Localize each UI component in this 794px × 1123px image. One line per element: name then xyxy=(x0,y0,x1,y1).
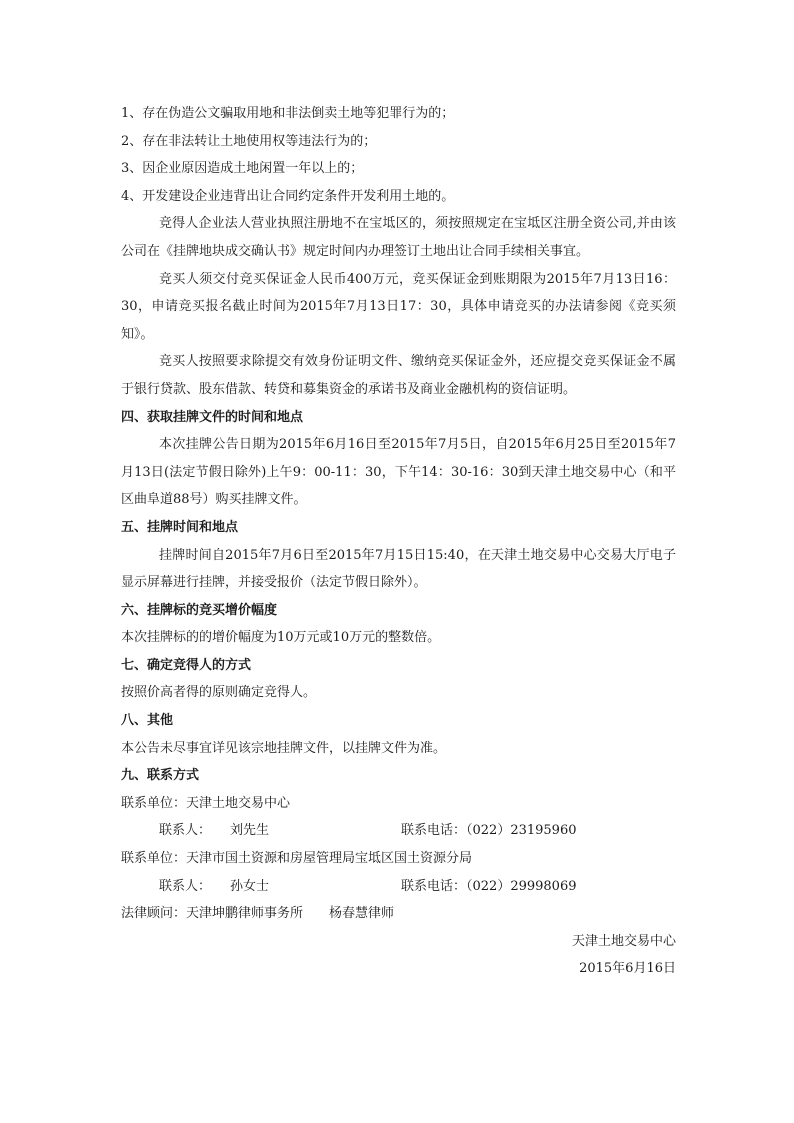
section-8-body: 本公告未尽事宜详见该宗地挂牌文件，以挂牌文件为准。 xyxy=(121,740,447,756)
contact-name: 刘先生 xyxy=(230,823,270,839)
contact-row-1 xyxy=(121,817,676,845)
section-5-heading: 五、挂牌时间和地点 xyxy=(121,519,239,535)
registration-paragraph: 竞得人企业法人营业执照注册地不在宝坻区的，须按照规定在宝坻区注册全资公司,并由该公司在《挂牌地块成交确认书》规定时间内办理签订土地出让合同手续相关事宜。 xyxy=(121,216,676,259)
signature-date: 2015年6月16日 xyxy=(579,961,676,977)
list-item: 2、存在非法转让土地使用权等违法行为的； xyxy=(121,133,377,149)
contact-unit-1: 联系单位：天津土地交易中心 xyxy=(121,795,291,811)
section-7-heading: 七、确定竞得人的方式 xyxy=(121,657,252,673)
list-item: 3、因企业原因造成土地闲置一年以上的； xyxy=(121,161,364,177)
deposit-paragraph: 竞买人须交付竞买保证金人民币400万元，竞买保证金到账期限为2015年7月13日16：30，申请竞买报名截止时间为2015年7月13日17：30，具体申请竞买的办法请参阅《竞买须知》。 xyxy=(121,271,676,342)
credit-paragraph: 竞买人按照要求除提交有效身份证明文件、缴纳竞买保证金外，还应提交竞买保证金不属于银行贷款、股东借款、转贷和募集资金的承诺书及商业金融机构的资信证明。 xyxy=(121,354,676,397)
contact-label: 联系人： xyxy=(159,878,212,894)
announcement-body xyxy=(121,100,676,983)
section-6-heading: 六、挂牌标的竞买增价幅度 xyxy=(121,602,278,618)
contact-name: 孙女士 xyxy=(230,878,270,894)
legal-advisor: 法律顾问：天津坤鹏律师事务所 杨春慧律师 xyxy=(121,906,395,922)
section-5-body: 挂牌时间自2015年7月6日至2015年7月15日15:40，在天津土地交易中心交易大厅电子显示屏幕进行挂牌，并接受报价（法定节假日除外）。 xyxy=(121,547,676,591)
section-7-body: 按照价高者得的原则确定竞得人。 xyxy=(121,685,317,701)
section-4-body: 本次挂牌公告日期为2015年6月16日至2015年7月5日，自2015年6月25日至2015年7月13日(法定节假日除外)上午9：00-11：30，下午14：30-16：30到天津土地交易中心（和平区曲阜道88号）购买挂牌文件。 xyxy=(121,437,676,508)
section-4-heading: 四、获取挂牌文件的时间和地点 xyxy=(121,409,304,425)
section-8-heading: 八、其他 xyxy=(121,713,174,729)
section-9-heading: 九、联系方式 xyxy=(121,768,200,784)
contact-phone: 联系电话：（022）23195960 xyxy=(401,823,577,839)
contact-row-2 xyxy=(121,873,676,901)
contact-label: 联系人： xyxy=(159,823,212,839)
section-6-body: 本次挂牌标的的增价幅度为10万元或10万元的整数倍。 xyxy=(121,630,441,646)
list-item: 4、开发建设企业违背出让合同约定条件开发利用土地的。 xyxy=(121,188,455,204)
signature-org: 天津土地交易中心 xyxy=(571,933,676,949)
list-item: 1、存在伪造公文骗取用地和非法倒卖土地等犯罪行为的； xyxy=(121,106,455,121)
contact-phone: 联系电话：（022）29998069 xyxy=(401,878,577,894)
contact-unit-2: 联系单位：天津市国土资源和房屋管理局宝坻区国土资源分局 xyxy=(121,851,473,867)
